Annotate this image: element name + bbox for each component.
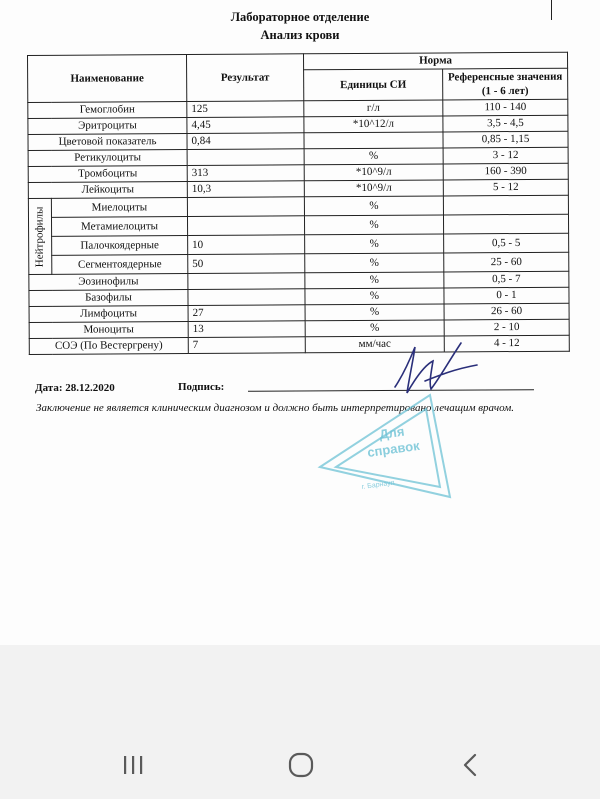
row-ref: 0,85 - 1,15 [443, 131, 568, 148]
row-unit: г/л [304, 100, 443, 117]
row-ref: 110 - 140 [443, 99, 568, 116]
row-ref: 5 - 12 [443, 179, 568, 196]
recents-icon [121, 754, 145, 776]
home-button[interactable] [271, 750, 331, 780]
row-name: Гемоглобин [28, 102, 187, 119]
header-norm: Норма [303, 52, 567, 70]
neutrophils-group-cell [28, 198, 51, 274]
row-unit: % [305, 234, 444, 254]
row-name: Базофилы [29, 290, 188, 307]
row-ref: 0,5 - 7 [444, 271, 569, 288]
neutrophils-label: Нейтрофилы [33, 206, 46, 267]
row-name: Метамиелоциты [51, 217, 187, 237]
stamp-text-2: справок [366, 437, 421, 460]
row-unit: % [305, 253, 444, 273]
row-name: Цветовой показатель [28, 134, 187, 151]
row-ref: 4 - 12 [444, 335, 569, 352]
department-title: Лабораторное отделение [230, 10, 370, 24]
row-result: 10 [188, 235, 305, 255]
row-result [187, 197, 304, 217]
row-result: 13 [188, 321, 305, 338]
recents-button[interactable] [103, 750, 163, 780]
row-unit: % [304, 215, 443, 235]
row-ref: 26 - 60 [444, 303, 569, 320]
row-name: СОЭ (По Вестергрену) [29, 338, 188, 355]
row-result: 4,45 [187, 117, 304, 134]
row-unit [304, 132, 443, 149]
header-units: Единицы СИ [304, 69, 443, 101]
row-ref: 0,5 - 5 [444, 233, 569, 253]
row-unit: % [305, 304, 444, 321]
date-label: Дата: 28.12.2020 [35, 382, 115, 394]
signature-label: Подпись: [178, 381, 225, 393]
stamp-text-1: Для [378, 423, 406, 442]
row-unit: % [304, 148, 443, 165]
disclaimer-text: Заключение не является клиническим диагнозом и должно быть интерпретировано лечащим врачом. [36, 402, 515, 414]
blood-analysis-table [27, 52, 570, 355]
row-ref: 160 - 390 [443, 163, 568, 180]
row-name: Лейкоциты [28, 182, 187, 199]
row-unit: мм/час [305, 336, 444, 353]
row-result [188, 289, 305, 306]
row-result: 50 [188, 254, 305, 274]
row-result [188, 273, 305, 290]
row-name: Лимфоциты [29, 306, 188, 323]
row-result [187, 216, 304, 236]
back-icon [462, 753, 478, 777]
triangular-stamp-icon [312, 387, 462, 507]
row-ref [443, 214, 568, 234]
row-ref: 25 - 60 [444, 252, 569, 272]
row-result: 27 [188, 305, 305, 322]
row-name: Тромбоциты [28, 166, 187, 183]
row-unit: % [304, 196, 443, 216]
row-result [187, 149, 304, 166]
header-name: Наименование [28, 55, 187, 103]
row-unit: *10^9/л [304, 180, 443, 197]
row-ref [443, 195, 568, 215]
row-name: Сегментоядерные [52, 255, 188, 275]
analysis-title: Анализ крови [260, 28, 340, 42]
table-row [29, 335, 569, 354]
row-unit: % [305, 272, 444, 289]
row-unit: % [305, 320, 444, 337]
row-name: Палочкоядерные [52, 236, 188, 256]
handwritten-signature-icon [385, 335, 485, 405]
header-result: Результат [187, 54, 304, 102]
stamp-city: г. Барнаул [361, 479, 396, 491]
row-result: 125 [187, 101, 304, 118]
home-icon [288, 752, 314, 778]
row-ref: 3,5 - 4,5 [443, 115, 568, 132]
row-unit: *10^12/л [304, 116, 443, 133]
row-ref: 3 - 12 [443, 147, 568, 164]
row-unit: *10^9/л [304, 164, 443, 181]
row-result: 313 [187, 165, 304, 182]
row-ref: 0 - 1 [444, 287, 569, 304]
row-name: Эозинофилы [29, 274, 188, 291]
row-name: Ретикулоциты [28, 150, 187, 167]
row-name: Эритроциты [28, 118, 187, 135]
row-name: Миелоциты [51, 198, 187, 218]
row-result: 0,84 [187, 133, 304, 150]
row-result: 7 [188, 337, 305, 354]
row-unit: % [305, 288, 444, 305]
row-result: 10,3 [187, 181, 304, 198]
android-navigation-bar [0, 730, 600, 799]
header-ref: Референсные значения (1 - 6 лет) [443, 68, 568, 100]
row-ref: 2 - 10 [444, 319, 569, 336]
row-name: Моноциты [29, 322, 188, 339]
back-button[interactable] [440, 750, 500, 780]
